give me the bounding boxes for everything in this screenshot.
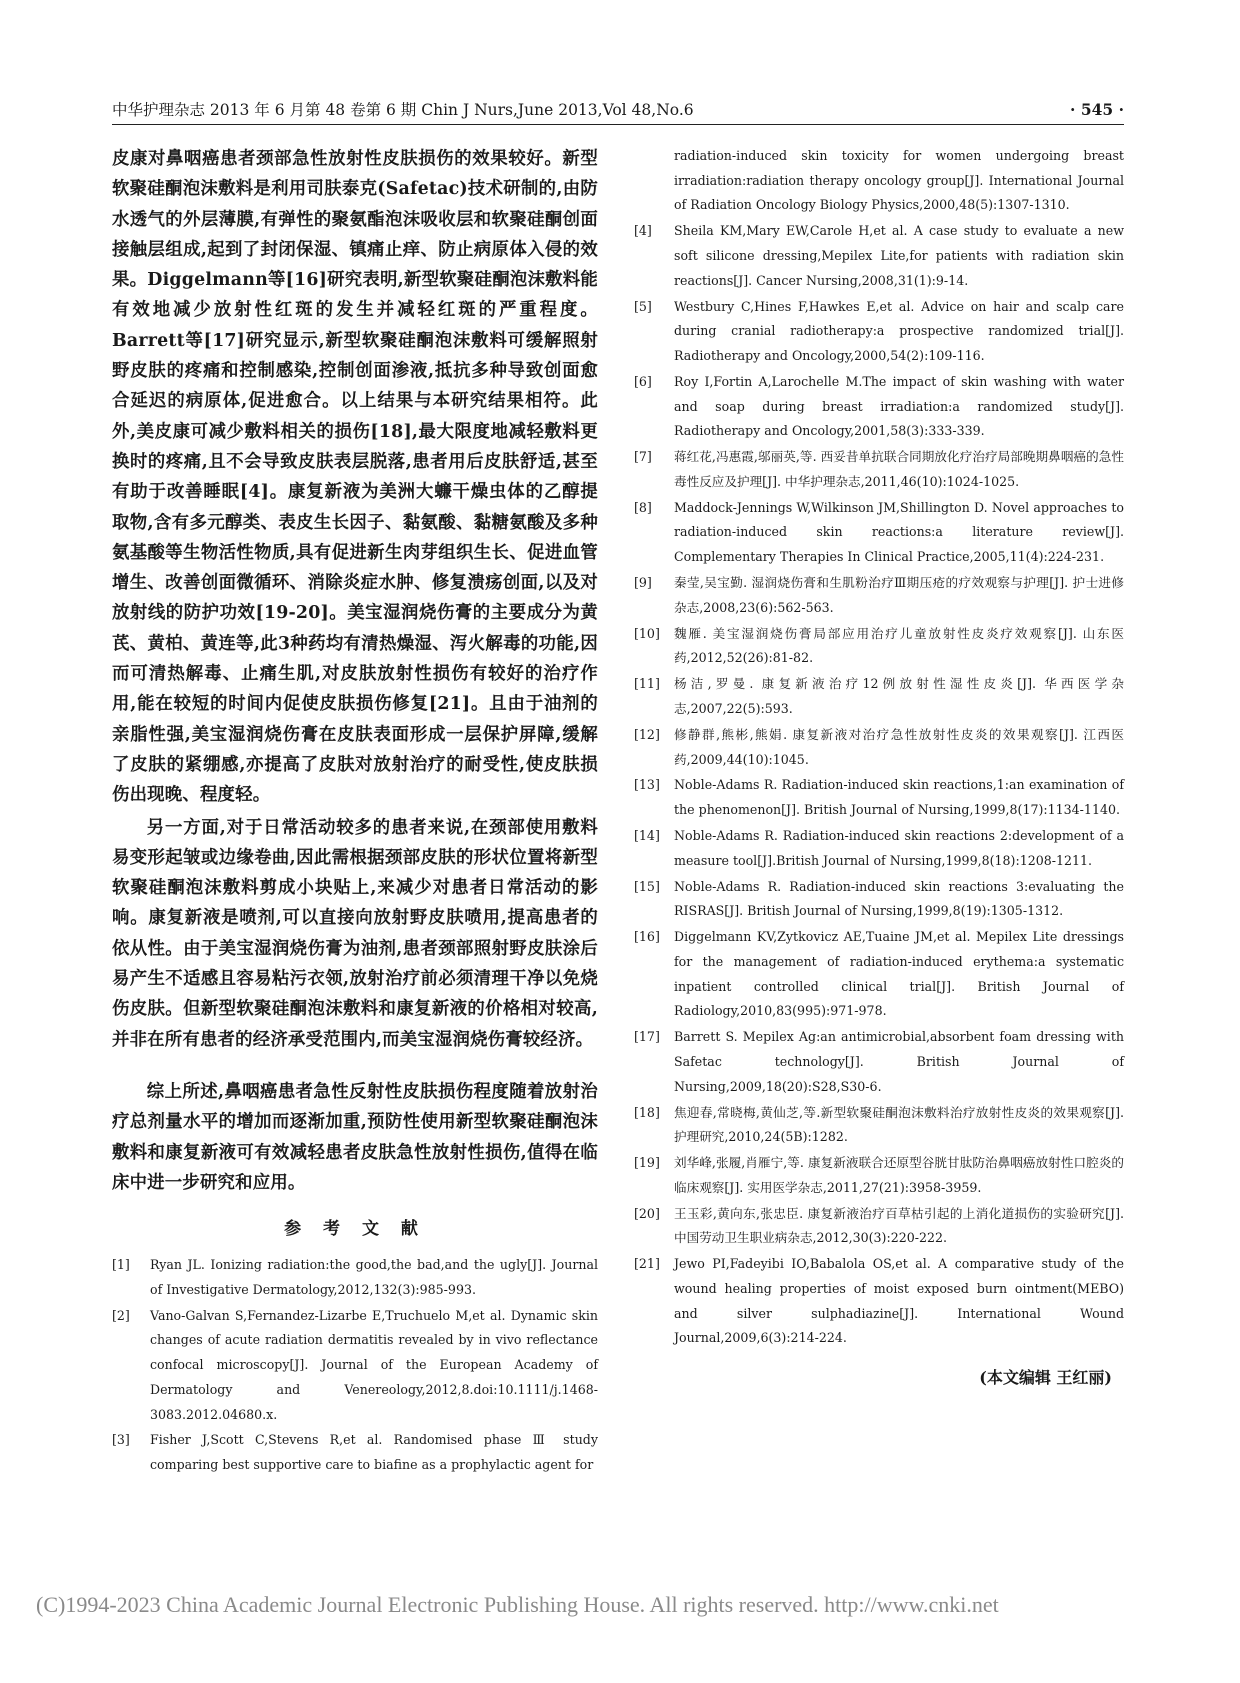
reference-text: 王玉彩,黄向东,张忠臣. 康复新液治疗百草枯引起的上消化道损伤的实验研究[J].中国劳动卫生职业病杂志,2012,30(3):220-222. xyxy=(674,1205,1124,1246)
reference-item xyxy=(634,672,1124,721)
reference-number: [3] xyxy=(112,1432,130,1448)
reference-number: [12] xyxy=(634,726,660,742)
reference-item xyxy=(112,1428,598,1477)
reference-number: [7] xyxy=(634,449,652,465)
page-number: · 545 · xyxy=(1070,100,1124,119)
reference-text: 修静群,熊彬,熊娟. 康复新液对治疗急性放射性皮炎的效果观察[J]. 江西医药,2009,44(10):1045. xyxy=(674,726,1124,767)
reference-text: Roy I,Fortin A,Larochelle M.The impact of skin washing with water and soap during breast irradiation:a randomized study[J]. Radiotherapy and Oncology,2001,58(3):333-339. xyxy=(674,373,1124,439)
reference-text: 焦迎春,常晓梅,黄仙芝,等.新型软聚硅酮泡沫敷料治疗放射性皮炎的效果观察[J]. 护理研究,2010,24(5B):1282. xyxy=(674,1104,1124,1145)
reference-item xyxy=(634,875,1124,924)
reference-item xyxy=(634,445,1124,494)
reference-text: Sheila KM,Mary EW,Carole H,et al. A case study to evaluate a new soft silicone dressing,Mepilex Lite,for patients with radiation skin reactions[J]. Cancer Nursing,2008,31(1):9-14. xyxy=(674,223,1124,288)
reference-item xyxy=(634,1025,1124,1099)
reference-item xyxy=(634,824,1124,873)
journal-citation: 中华护理杂志 2013 年 6 月第 48 卷第 6 期 Chin J Nurs,June 2013,Vol 48,No.6 xyxy=(112,101,694,119)
reference-number: [21] xyxy=(634,1256,660,1272)
reference-number: [18] xyxy=(634,1104,660,1120)
reference-number: [15] xyxy=(634,878,660,894)
reference-number: [10] xyxy=(634,625,660,641)
reference-number: [1] xyxy=(112,1257,130,1273)
reference-number: [19] xyxy=(634,1155,660,1171)
reference-item xyxy=(634,925,1124,1024)
reference-text: Diggelmann KV,Zytkovicz AE,Tuaine JM,et al. Mepilex Lite dressings for the management of radiation-induced erythema:a systematic inpatient controlled clinical trial[J]. British Journal of Radiology,2010,83(995):971-978. xyxy=(674,929,1124,1019)
reference-text: Ryan JL. Ionizing radiation:the good,the bad,and the ugly[J]. Journal of Investigative Dermatology,2012,132(3):985-993. xyxy=(150,1257,598,1297)
reference-item xyxy=(112,1304,598,1428)
reference-number: [11] xyxy=(634,676,660,692)
reference-item xyxy=(634,1101,1124,1150)
reference-text: Barrett S. Mepilex Ag:an antimicrobial,absorbent foam dressing with Safetac technology[J]. British Journal of Nursing,2009,18(20):S28,S30-6. xyxy=(674,1029,1124,1094)
reference-text: Vano-Galvan S,Fernandez-Lizarbe E,Truchuelo M,et al. Dynamic skin changes of acute radiation dermatitis revealed by in vivo reflectance confocal microscopy[J]. Journal of the European Academy of Dermatology and Venereology,2012,8.doi:10.1111/j.1468- 3083.2012.04680.x. xyxy=(150,1307,598,1422)
reference-text: Maddock-Jennings W,Wilkinson JM,Shillington D. Novel approaches to radiation-induced skin reactions:a literature review[J]. Complementary Therapies In Clinical Practice,2005,11(4):224-231. xyxy=(674,499,1124,565)
body-paragraph-conclusion: 综上所述,鼻咽癌患者急性反射性皮肤损伤程度随着放射治疗总剂量水平的增加而逐渐加重,预防性使用新型软聚硅酮泡沫敷料和康复新液可有效减轻患者皮肤急性放射性损伤,值得在临床中进一步研究和应用。 xyxy=(112,1081,598,1193)
reference-item xyxy=(634,1151,1124,1200)
reference-text: Jewo PI,Fadeyibi IO,Babalola OS,et al. A comparative study of the wound healing properties of moist exposed burn ointment(MEBO) and silver sulphadiazine[J]. International Wound Journal,2009,6(3):214-224. xyxy=(674,1256,1124,1346)
reference-item xyxy=(634,571,1124,620)
reference-item xyxy=(634,622,1124,671)
right-column xyxy=(634,144,1124,1388)
reference-item xyxy=(634,295,1124,369)
running-header xyxy=(112,96,1124,125)
body-paragraph-1: 皮康对鼻咽癌患者颈部急性放射性皮肤损伤的效果较好。新型软聚硅酮泡沫敷料是利用司肤泰克(Safetac)技术研制的,由防水透气的外层薄膜,有弹性的聚氨酯泡沫吸收层和软聚硅酮创面接触层组成,起到了封闭保湿、镇痛止痒、防止病原体入侵的效果。Diggelmann等[16]研究表明,新型软聚硅酮泡沫敷料能有效地减少放射性红斑的发生并减轻红斑的严重程度。Barrett等[17]研究显示,新型软聚硅酮泡沫敷料可缓解照射野皮肤的疼痛和控制感染,控制创面渗液,抵抗多种导致创面愈合延迟的病原体,促进愈合。以上结果与本研究结果相符。此外,美皮康可减少敷料相关的损伤[18],最大限度地减轻敷料更换时的疼痛,且不会导致皮肤表层脱落,患者用后皮肤舒适,甚至有助于改善睡眠[4]。康复新液为美洲大蠊干燥虫体的乙醇提取物,含有多元醇类、表皮生长因子、黏氨酸、黏糖氨酸及多种氨基酸等生物活性物质,具有促进新生肉芽组织生长、促进血管增生、改善创面微循环、消除炎症水肿、修复溃疡创面,以及对放射线的防护功效[19-20]。美宝湿润烧伤膏的主要成分为黄芪、黄柏、黄连等,此3种药均有清热燥湿、泻火解毒的功能,因而可清热解毒、止痛生肌,对皮肤放射性损伤有较好的治疗作用,能在较短的时间内促使皮肤损伤修复[21]。且由于油剂的亲脂性强,美宝湿润烧伤膏在皮肤表面形成一层保护屏障,缓解了皮肤的紧绷感,亦提高了皮肤对放射治疗的耐受性,使皮肤损伤出现晚、程度轻。 xyxy=(112,149,598,806)
reference-text: Westbury C,Hines F,Hawkes E,et al. Advice on hair and scalp care during cranial radiotherapy:a prospective randomized trial[J]. Radiotherapy and Oncology,2000,54(2):109-116. xyxy=(674,298,1124,363)
reference-text: Noble-Adams R. Radiation-induced skin reactions,1:an examination of the phenomenon[J]. British Journal of Nursing,1999,8(17):1134-1140. xyxy=(674,777,1124,818)
reference-item xyxy=(634,1202,1124,1251)
reference-number: [8] xyxy=(634,499,652,515)
reference-number: [2] xyxy=(112,1307,130,1323)
reference-item xyxy=(634,496,1124,570)
body-paragraph-2: 另一方面,对于日常活动较多的患者来说,在颈部使用敷料易变形起皱或边缘卷曲,因此需根据颈部皮肤的形状位置将新型软聚硅酮泡沫敷料剪成小块贴上,来减少对患者日常活动的影响。康复新液是喷剂,可以直接向放射野皮肤喷用,提高患者的依从性。由于美宝湿润烧伤膏为油剂,患者颈部照射野皮肤涂后易产生不适感且容易粘污衣领,放射治疗前必须清理干净以免烧伤皮肤。但新型软聚硅酮泡沫敷料和康复新液的价格相对较高,并非在所有患者的经济承受范围内,而美宝湿润烧伤膏较经济。 xyxy=(112,817,598,1050)
reference-number: [14] xyxy=(634,828,660,844)
reference-text: 杨洁,罗曼. 康复新液治疗12例放射性湿性皮炎[J]. 华西医学杂志,2007,22(5):593. xyxy=(674,676,1124,716)
reference-item xyxy=(112,1253,598,1302)
reference-item xyxy=(634,773,1124,822)
reference-number: [5] xyxy=(634,298,652,314)
left-column xyxy=(112,144,598,1479)
references-list-left xyxy=(112,1253,598,1478)
reference-number: [17] xyxy=(634,1029,660,1045)
reference-item xyxy=(634,370,1124,444)
reference-text: 蒋红花,冯惠霞,邬丽英,等. 西妥昔单抗联合同期放化疗治疗局部晚期鼻咽癌的急性毒性反应及护理[J]. 中华护理杂志,2011,46(10):1024-1025. xyxy=(674,449,1124,489)
references-list-right xyxy=(634,219,1124,1351)
reference-item xyxy=(634,1252,1124,1351)
reference-number: [20] xyxy=(634,1205,660,1221)
reference-text: 魏雁. 美宝湿润烧伤膏局部应用治疗儿童放射性皮炎疗效观察[J]. 山东医药,2012,52(26):81-82. xyxy=(674,625,1124,666)
reference-item xyxy=(634,723,1124,772)
reference-text: Noble-Adams R. Radiation-induced skin reactions 2:development of a measure tool[J].British Journal of Nursing,1999,8(18):1208-1211. xyxy=(674,828,1124,868)
reference-number: [6] xyxy=(634,373,652,389)
editor-note: (本文编辑 王红丽) xyxy=(979,1368,1112,1388)
reference-text: Fisher J,Scott C,Stevens R,et al. Randomised phase Ⅲ study comparing best supportive care to biafine as a prophylactic agent for xyxy=(150,1432,598,1473)
reference-text: 秦莹,吴宝勤. 湿润烧伤膏和生肌粉治疗Ⅲ期压疮的疗效观察与护理[J]. 护士进修杂志,2008,23(6):562-563. xyxy=(674,575,1124,615)
reference-number: [13] xyxy=(634,777,660,793)
references-heading: 参 考 文 献 xyxy=(284,1219,426,1240)
reference-item xyxy=(634,219,1124,293)
reference-number: [9] xyxy=(634,575,652,591)
reference-text: 刘华峰,张履,肖雁宁,等. 康复新液联合还原型谷胱甘肽防治鼻咽癌放射性口腔炎的临床观察[J]. 实用医学杂志,2011,27(21):3958-3959. xyxy=(674,1155,1124,1195)
copyright-footer: (C)1994-2023 China Academic Journal Electronic Publishing House. All rights reserved. http://www.cnki.net xyxy=(36,1592,999,1617)
reference-text: Noble-Adams R. Radiation-induced skin reactions 3:evaluating the RISRAS[J]. British Journal of Nursing,1999,8(19):1305-1312. xyxy=(674,878,1124,919)
reference-number: [4] xyxy=(634,223,652,239)
reference-number: [16] xyxy=(634,929,660,945)
reference-continuation: radiation-induced skin toxicity for women undergoing breast irradiation:radiation therapy oncology group[J]. International Journal of Radiation Oncology Biology Physics,2000,48(5):1307-1310. xyxy=(674,148,1124,213)
